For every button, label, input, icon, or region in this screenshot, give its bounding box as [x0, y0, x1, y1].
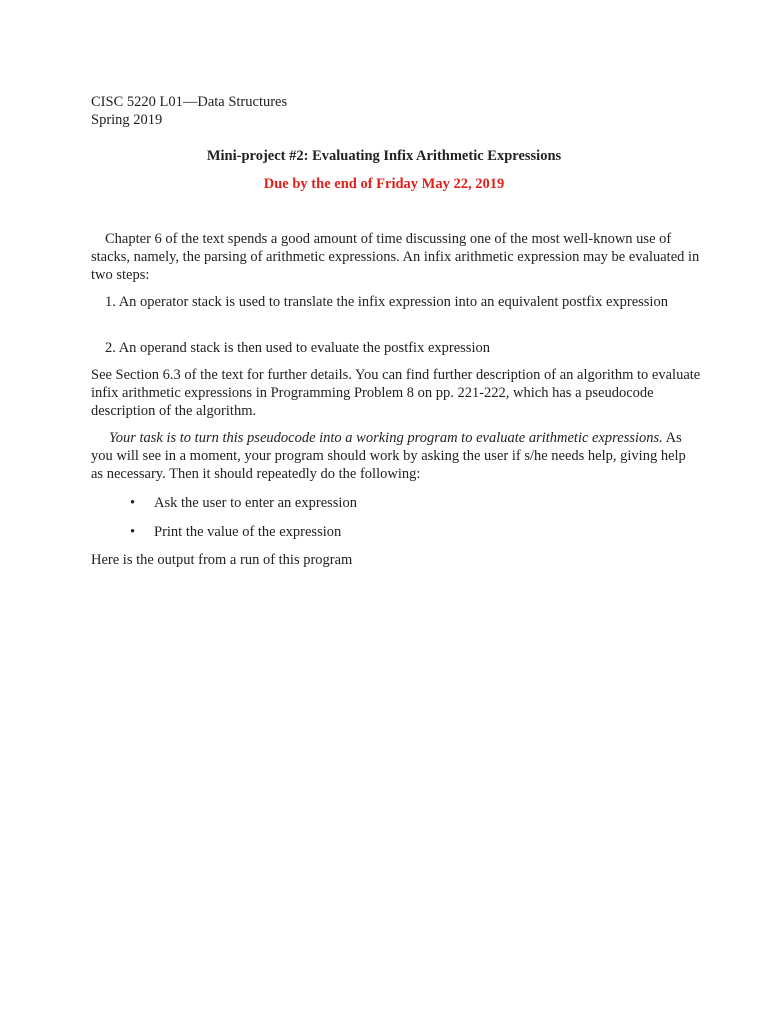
- bullet-icon: •: [130, 524, 136, 540]
- step-text: An operand stack is then used to evaluate the postfix expression: [118, 340, 490, 356]
- due-date: Due by the end of Friday May 22, 2019: [263, 176, 505, 192]
- step-text: An operator stack is used to translate the infix expression into an equivalent postfix expression: [118, 294, 668, 310]
- intro-paragraph: Chapter 6 of the text spends a good amount of time discussing one of the most well-known use of stacks, namely, the parsing of arithmetic expressions. An infix arithmetic expression may be evaluated in two steps:: [91, 231, 700, 283]
- bullet-text: Print the value of the expression: [154, 524, 342, 540]
- step-item-1: [91, 293, 701, 311]
- document-title: Mini-project #2: Evaluating Infix Arithmetic Expressions: [206, 148, 562, 164]
- bullet-text: Ask the user to enter an expression: [154, 495, 357, 511]
- section-reference-paragraph: See Section 6.3 of the text for further details. You can find further description of an algorithm to evaluate infix arithmetic expressions in Programming Problem 8 on pp. 221-222, which has a pseudocode description of the algorithm.: [91, 367, 701, 419]
- task-paragraph: [91, 429, 701, 483]
- step-item-2: [91, 339, 701, 357]
- step-number: 1.: [105, 294, 116, 310]
- task-rest: As you will see in a moment, your program should work by asking the user if s/he needs help, giving help as necessary. Then it should repeatedly do the following:: [91, 430, 686, 482]
- bullet-item-2: [130, 523, 341, 541]
- task-emphasis: Your task is to turn this pseudocode into a working program to evaluate arithmetic expressions.: [109, 430, 663, 446]
- bullet-icon: •: [130, 495, 136, 511]
- step-number: 2.: [105, 340, 116, 356]
- course-heading: CISC 5220 L01—Data Structures: [91, 94, 288, 110]
- term-heading: Spring 2019: [91, 112, 163, 128]
- bullet-item-1: [130, 494, 357, 512]
- closing-paragraph: Here is the output from a run of this program: [91, 552, 353, 568]
